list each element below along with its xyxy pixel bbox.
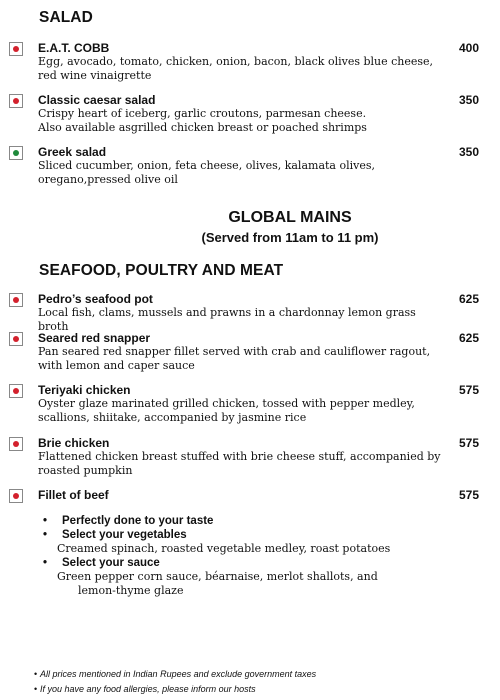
section-subtitle-hours: (Served from 11am to 11 pm) [201, 230, 379, 245]
item-description: Crispy heart of iceberg, garlic croutons, parmesan cheese. Also available asgrilled chicken breast or poached shrimps [38, 107, 367, 134]
item-price: 350 [458, 93, 479, 107]
bullet-icon: • [43, 529, 48, 541]
item-name: Seared red snapper [38, 331, 151, 345]
bullet-icon: • [34, 684, 38, 694]
item-description: Pan seared red snapper fillet served with crab and cauliflower ragout, with lemon and caper sauce [38, 345, 431, 372]
section-title-salad: SALAD [39, 9, 93, 26]
item-name: Brie chicken [38, 436, 110, 450]
non-veg-icon [9, 489, 23, 503]
item-name: Fillet of beef [38, 488, 109, 502]
item-name: Teriyaki chicken [38, 383, 131, 397]
section-title-seafood: SEAFOOD, POULTRY AND MEAT [39, 262, 284, 279]
item-name: Pedro’s seafood pot [38, 292, 153, 306]
option-bullet: • Select your vegetables [43, 529, 187, 541]
item-price: 625 [458, 292, 479, 306]
item-price: 575 [458, 383, 479, 397]
footer-note-allergies: • If you have any food allergies, please inform our hosts [34, 684, 256, 694]
non-veg-icon [9, 384, 23, 398]
bullet-icon: • [34, 669, 38, 679]
footer-note-prices: • All prices mentioned in Indian Rupees and exclude government taxes [34, 669, 317, 679]
bullet-icon: • [43, 515, 48, 527]
sauce-options-continued: lemon-thyme glaze [78, 584, 184, 597]
item-price: 400 [458, 41, 479, 55]
bullet-icon: • [43, 557, 48, 569]
item-description: Egg, avocado, tomato, chicken, onion, bacon, black olives blue cheese, red wine vinaigrette [38, 55, 434, 82]
section-title-global-mains: GLOBAL MAINS [228, 209, 352, 226]
option-bullet: • Select your sauce [43, 557, 160, 569]
non-veg-icon [9, 332, 23, 346]
item-description: Sliced cucumber, onion, feta cheese, olives, kalamata olives, oregano,pressed olive oil [38, 159, 375, 186]
item-price: 575 [458, 488, 479, 502]
item-price: 575 [458, 436, 479, 450]
item-description: Flattened chicken breast stuffed with brie cheese stuff, accompanied by roasted pumpkin [38, 450, 441, 477]
veg-icon [9, 146, 23, 160]
item-name: E.A.T. COBB [38, 41, 110, 55]
non-veg-icon [9, 42, 23, 56]
item-description: Oyster glaze marinated grilled chicken, tossed with pepper medley, scallions, shiitake, accompanied by jasmine rice [38, 397, 415, 424]
item-price: 625 [458, 331, 479, 345]
item-name: Greek salad [38, 145, 107, 159]
sauce-options: Green pepper corn sauce, béarnaise, merlot shallots, and [57, 570, 378, 583]
non-veg-icon [9, 94, 23, 108]
vegetables-options: Creamed spinach, roasted vegetable medley, roast potatoes [57, 542, 391, 555]
non-veg-icon [9, 293, 23, 307]
item-description: Local fish, clams, mussels and prawns in a chardonnay lemon grass broth [38, 306, 416, 333]
item-name: Classic caesar salad [38, 93, 156, 107]
non-veg-icon [9, 437, 23, 451]
item-price: 350 [458, 145, 479, 159]
option-bullet: • Perfectly done to your taste [43, 515, 214, 527]
